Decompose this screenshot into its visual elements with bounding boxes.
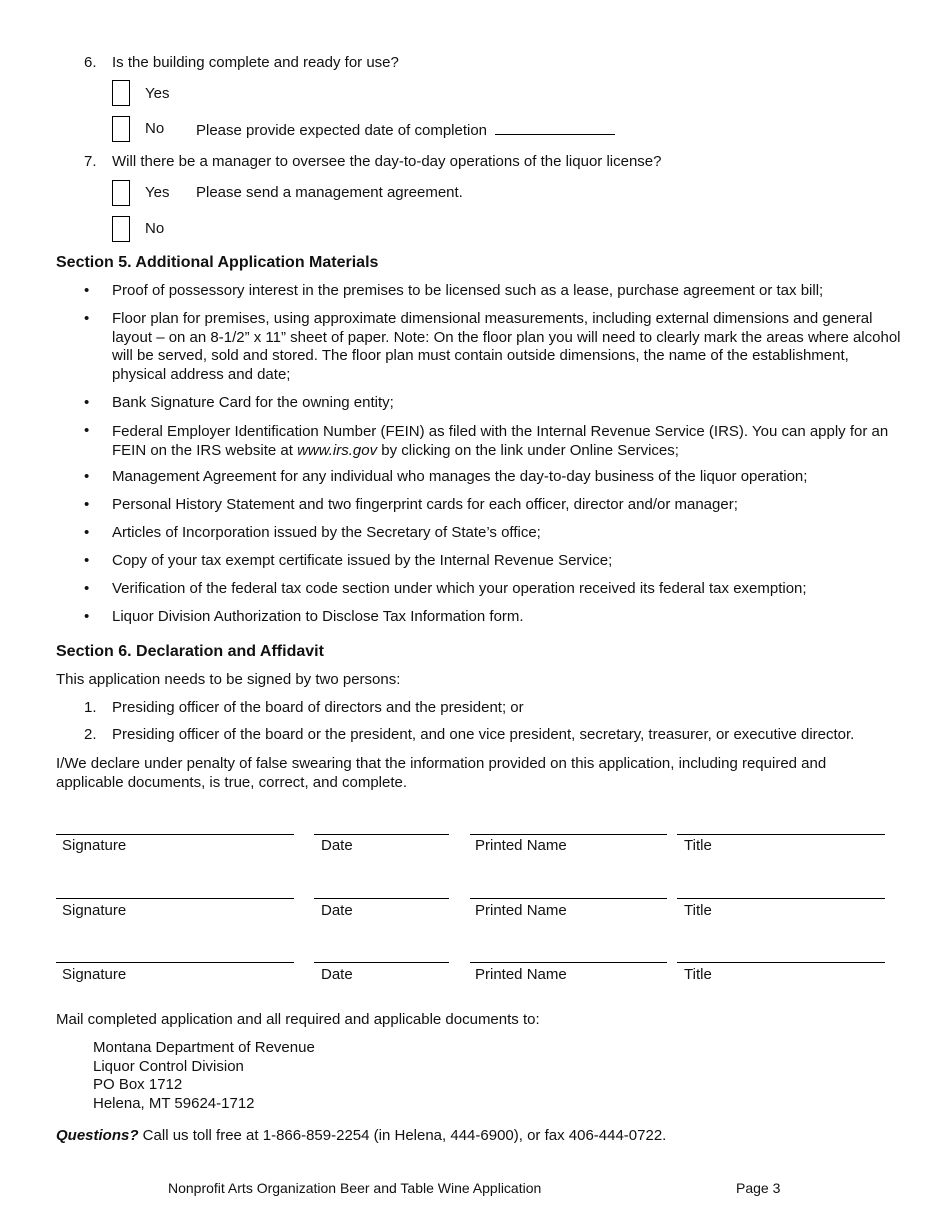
questions-label: Questions? [56, 1127, 139, 1144]
date-field[interactable] [314, 962, 449, 963]
bullet: • [84, 282, 90, 299]
date-label: Date [321, 966, 353, 983]
date-label: Date [321, 837, 353, 854]
list-item: Verification of the federal tax code section under which your operation received its federal tax exemption; [112, 580, 807, 597]
q6-yes-checkbox[interactable] [112, 80, 130, 106]
signer-list-item: Presiding officer of the board of directors and the president; or [112, 699, 524, 716]
questions-text: Call us toll free at 1-866-859-2254 (in Helena, 444-6900), or fax 406-444-0722. [138, 1127, 667, 1144]
q6-completion-date-row [196, 120, 615, 141]
printed-name-label: Printed Name [475, 902, 567, 919]
bullet: • [84, 552, 90, 569]
q7-yes-note: Please send a management agreement. [196, 184, 463, 201]
address-line: PO Box 1712 [93, 1076, 183, 1093]
page-number: Page 3 [736, 1180, 781, 1196]
list-item: Floor plan for premises, using approximate dimensional measurements, including external dimensions and general layout – on an 8-1/2” x 11” sheet of paper. Note: On the floor plan you will need to clearly mark the areas where alcohol will be served, sold and stored. The floor plan must contain outside dimensions, the name of the establishment, physical address and date; [112, 310, 901, 383]
bullet: • [84, 310, 90, 327]
q6-number: 6. [84, 54, 97, 71]
q6-yes-label: Yes [145, 85, 170, 102]
q6-no-note: Please provide expected date of completion [196, 122, 488, 139]
title-field[interactable] [677, 962, 885, 963]
q7-yes-checkbox[interactable] [112, 180, 130, 206]
q6-no-label: No [145, 120, 165, 137]
q7-no-label: No [145, 220, 165, 237]
list-item: Proof of possessory interest in the premises to be licensed such as a lease, purchase agreement or tax bill; [112, 282, 824, 299]
signer-list-number: 2. [84, 726, 97, 743]
q7-text: Will there be a manager to oversee the day-to-day operations of the liquor license? [112, 153, 662, 170]
bullet: • [84, 608, 90, 625]
irs-link[interactable]: www.irs.gov [297, 442, 378, 459]
signature-field[interactable] [56, 898, 294, 899]
fein-text-before: Federal Employer Identification Number (FEIN) as filed with the Internal Revenue Service (IRS). You can apply for an FEIN on the IRS website at [112, 423, 889, 459]
title-label: Title [684, 837, 712, 854]
printed-name-field[interactable] [470, 962, 667, 963]
title-label: Title [684, 902, 712, 919]
list-item: Liquor Division Authorization to Disclose Tax Information form. [112, 608, 524, 625]
footer-title: Nonprofit Arts Organization Beer and Table Wine Application [168, 1180, 542, 1196]
list-item: Articles of Incorporation issued by the Secretary of State’s office; [112, 524, 541, 541]
date-field[interactable] [314, 834, 449, 835]
printed-name-label: Printed Name [475, 837, 567, 854]
title-label: Title [684, 966, 712, 983]
bullet: • [84, 468, 90, 485]
section6-title: Section 6. Declaration and Affidavit [56, 643, 324, 660]
q7-no-checkbox[interactable] [112, 216, 130, 242]
section5-title: Section 5. Additional Application Materials [56, 254, 379, 271]
list-item: Bank Signature Card for the owning entity; [112, 394, 394, 411]
signer-list-item: Presiding officer of the board or the president, and one vice president, secretary, treasurer, or executive director. [112, 726, 855, 743]
section6-intro: This application needs to be signed by two persons: [56, 671, 401, 688]
signature-field[interactable] [56, 962, 294, 963]
q7-number: 7. [84, 153, 97, 170]
fein-text-after: by clicking on the link under Online Services; [377, 442, 679, 459]
list-item: Management Agreement for any individual who manages the day-to-day business of the liquor operation; [112, 468, 808, 485]
list-item: Copy of your tax exempt certificate issued by the Internal Revenue Service; [112, 552, 613, 569]
signature-label: Signature [62, 837, 127, 854]
signer-list-number: 1. [84, 699, 97, 716]
bullet: • [84, 422, 90, 439]
q6-text: Is the building complete and ready for use? [112, 54, 399, 71]
printed-name-field[interactable] [470, 834, 667, 835]
address-line: Montana Department of Revenue [93, 1039, 315, 1056]
signature-label: Signature [62, 966, 127, 983]
title-field[interactable] [677, 898, 885, 899]
bullet: • [84, 394, 90, 411]
questions-line [56, 1127, 666, 1146]
declaration-text: I/We declare under penalty of false swearing that the information provided on this application, including required and applicable documents, is true, correct, and complete. [56, 755, 827, 791]
title-field[interactable] [677, 834, 885, 835]
address-line: Liquor Control Division [93, 1057, 244, 1075]
q6-no-checkbox[interactable] [112, 116, 130, 142]
printed-name-field[interactable] [470, 898, 667, 899]
mail-intro: Mail completed application and all required and applicable documents to: [56, 1011, 540, 1028]
list-item: Personal History Statement and two fingerprint cards for each officer, director and/or manager; [112, 496, 738, 513]
mailing-address [93, 1039, 315, 1113]
address-line: Helena, MT 59624-1712 [93, 1094, 255, 1112]
bullet: • [84, 580, 90, 597]
list-item-fein [112, 422, 902, 460]
q7-yes-label: Yes [145, 184, 170, 201]
bullet: • [84, 524, 90, 541]
signature-field[interactable] [56, 834, 294, 835]
printed-name-label: Printed Name [475, 966, 567, 983]
date-field[interactable] [314, 898, 449, 899]
completion-date-field[interactable] [495, 120, 615, 135]
bullet: • [84, 496, 90, 513]
signature-label: Signature [62, 902, 127, 919]
date-label: Date [321, 902, 353, 919]
